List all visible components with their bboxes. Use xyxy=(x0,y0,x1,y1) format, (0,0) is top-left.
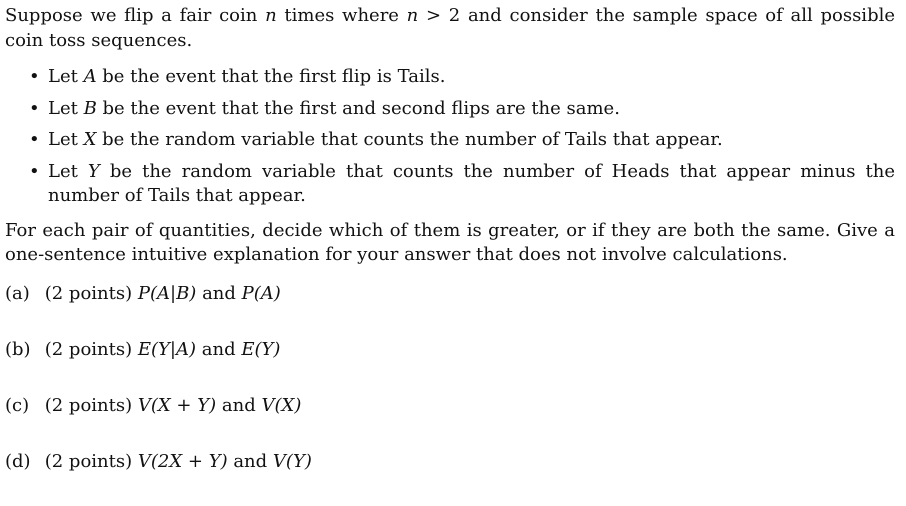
intro-text-3: > 2 and consider the sample space of all possible coin toss sequences. xyxy=(5,5,895,51)
event-item-y xyxy=(5,160,895,209)
question-conj: and xyxy=(201,338,236,360)
question-b xyxy=(5,338,895,394)
event-item-x xyxy=(5,128,895,153)
question-label: (b) xyxy=(5,338,31,360)
question-right-expr: V(Y) xyxy=(272,450,312,472)
event-text: be the event that the first and second flips are the same. xyxy=(96,97,620,119)
question-d xyxy=(5,450,895,506)
question-conj: and xyxy=(202,282,236,304)
question-left-expr: E(Y|A) xyxy=(137,338,197,360)
math-n: n xyxy=(406,5,419,26)
bullet-icon: • xyxy=(29,160,40,182)
event-symbol: X xyxy=(83,129,97,150)
question-c xyxy=(5,394,895,450)
event-text: be the random variable that counts the number of Heads that appear minus the number of Tails that appear. xyxy=(48,160,896,206)
event-text: Let xyxy=(48,160,88,182)
question-label: (a) xyxy=(5,282,30,304)
question-label: (d) xyxy=(5,450,31,472)
bullet-icon: • xyxy=(29,97,40,119)
event-text: Let xyxy=(48,129,84,150)
question-points: (2 points) xyxy=(44,282,133,304)
bullet-icon: • xyxy=(29,129,40,150)
question-right-expr: E(Y) xyxy=(241,338,281,360)
event-text: be the event that the first flip is Tails. xyxy=(96,66,446,87)
question-left-expr: V(2X + Y) xyxy=(137,450,228,472)
question-left-expr: V(X + Y) xyxy=(137,394,217,416)
question-points: (2 points) xyxy=(44,338,133,360)
event-text: Let xyxy=(48,66,84,87)
question-points: (2 points) xyxy=(44,394,133,416)
instructions-paragraph: For each pair of quantities, decide which of them is greater, or if they are both the same. Give a one-sentence intuitive explanation for your answer that does not involve calculations. xyxy=(5,219,895,265)
event-symbol: Y xyxy=(87,160,100,182)
question-points: (2 points) xyxy=(44,450,133,472)
event-symbol: B xyxy=(83,97,97,119)
question-right-expr: V(X) xyxy=(261,394,302,416)
event-item-b xyxy=(5,97,895,122)
bullet-icon: • xyxy=(29,66,40,87)
event-item-a xyxy=(5,65,895,90)
document-page xyxy=(5,4,895,506)
intro-text-1: Suppose we flip a fair coin xyxy=(5,5,266,26)
question-conj: and xyxy=(221,394,256,416)
math-n: n xyxy=(265,5,277,26)
question-right-expr: P(A) xyxy=(241,282,281,304)
event-list xyxy=(5,65,895,209)
event-symbol: A xyxy=(83,66,97,87)
event-text: be the random variable that counts the number of Tails that appear. xyxy=(96,129,723,150)
intro-paragraph xyxy=(5,4,895,53)
question-a xyxy=(5,282,895,338)
question-conj: and xyxy=(233,450,268,472)
question-label: (c) xyxy=(5,394,30,416)
event-text: Let xyxy=(48,97,84,119)
question-left-expr: P(A|B) xyxy=(137,282,197,304)
intro-text-2: times where xyxy=(276,5,407,26)
